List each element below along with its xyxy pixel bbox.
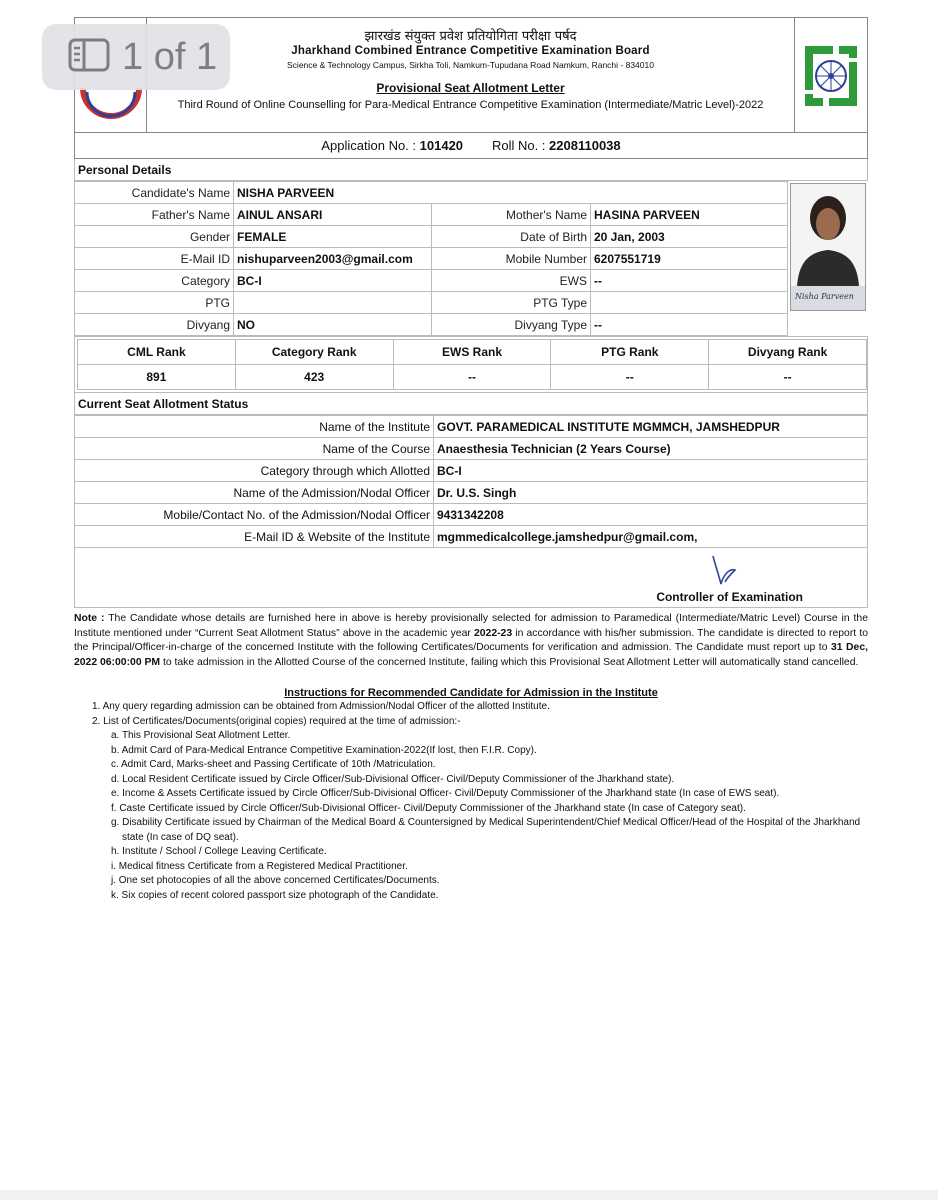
- divyang-value: NO: [234, 314, 432, 336]
- list-item: f. Caste Certificate issued by Circle Officer/Sub-Divisional Officer- Civil/Deputy Commissioner of the Jharkhand state (In case of Category seat).: [111, 802, 746, 814]
- page-indicator[interactable]: [42, 24, 230, 90]
- list-item: 2. List of Certificates/Documents(original copies) required at the time of admission:-: [92, 715, 461, 727]
- report-deadline: 31 Dec, 2022 06:00:00 PM: [74, 642, 868, 668]
- list-item: b. Admit Card of Para-Medical Entrance Competitive Examination-2022(If lost, then F.I.R. Copy).: [111, 744, 537, 756]
- application-number: 101420: [419, 138, 464, 153]
- roll-number: 2208110038: [549, 138, 621, 153]
- dob-value: 20 Jan, 2003: [591, 226, 788, 248]
- allotted-category-label: Category through which Allotted: [75, 460, 434, 482]
- rank-table: [77, 339, 867, 390]
- table-row: [75, 292, 788, 314]
- instructions-list: [74, 700, 868, 903]
- table-row: [75, 248, 788, 270]
- application-row: [74, 133, 868, 159]
- table-row: [75, 314, 788, 336]
- ptg-type-value: [591, 292, 788, 314]
- table-row: [75, 416, 868, 438]
- institute-email-value: mgmmedicalcollege.jamshedpur@gmail.com,: [434, 526, 868, 548]
- allotment-table: [74, 415, 868, 548]
- application-label: Application No. :: [321, 138, 417, 153]
- academic-year: 2022-23: [473, 627, 513, 639]
- email-label: E-Mail ID: [75, 248, 234, 270]
- nodal-contact-value: 9431342208: [434, 504, 868, 526]
- page-count: 1 of 1: [122, 35, 218, 78]
- divyang-type-label: Divyang Type: [432, 314, 591, 336]
- candidate-signature: Nisha Parveen: [795, 292, 854, 301]
- rank-header: Category Rank: [235, 340, 393, 365]
- note-label: Note :: [74, 613, 105, 624]
- note-text-3: to take admission in the Allotted Course of the concerned Institute, failing which this Provisional Seat Allotment Letter will automatically stand cancelled.: [160, 656, 859, 668]
- board-address: Science & Technology Campus, Sirkha Toli, Namkum-Tupudana Road Namkum, Ranchi - 834010: [287, 60, 654, 70]
- divyang-label: Divyang: [75, 314, 234, 336]
- list-item: h. Institute / School / College Leaving Certificate.: [111, 846, 327, 857]
- list-item: e. Income & Assets Certificate issued by Circle Officer/Sub-Divisional Officer- Civil/Deputy Commissioner of the Jharkhand state (In case of EWS seat).: [111, 788, 780, 799]
- nodal-contact-label: Mobile/Contact No. of the Admission/Nodal Officer: [75, 504, 434, 526]
- personal-details: [74, 181, 868, 336]
- ptg-type-label: PTG Type: [432, 292, 591, 314]
- dob-label: Date of Birth: [432, 226, 591, 248]
- signature-block: [74, 548, 868, 608]
- institute-label: Name of the Institute: [75, 416, 434, 438]
- gender-value: FEMALE: [234, 226, 432, 248]
- mobile-label: Mobile Number: [432, 248, 591, 270]
- emblem-cell: [794, 18, 867, 132]
- course-label: Name of the Course: [75, 438, 434, 460]
- hindi-title: झारखंड संयुक्त प्रवेश प्रतियोगिता परीक्षा पर्षद: [364, 29, 577, 44]
- rank-header: EWS Rank: [393, 340, 551, 365]
- ews-value: --: [591, 270, 788, 292]
- note-text-2: in accordance with his/her submission. The candidate is directed to report to the Principal/Officer-in-charge of the concerned Institute with the following Certificates/Documents for verification and admission. The Candidate must report up to: [74, 627, 869, 653]
- board-name: Jharkhand Combined Entrance Competitive Examination Board: [291, 45, 650, 57]
- rank-value: 891: [78, 365, 236, 390]
- table-row: [75, 526, 868, 548]
- rank-header: PTG Rank: [551, 340, 709, 365]
- round-title: Third Round of Online Counselling for Para-Medical Entrance Competitive Examination (Intermediate/Matric Level)-2022: [177, 99, 764, 111]
- note-paragraph: [74, 612, 868, 670]
- nodal-officer-label: Name of the Admission/Nodal Officer: [75, 482, 434, 504]
- category-label: Category: [75, 270, 234, 292]
- table-row: [75, 182, 788, 204]
- table-row: [75, 204, 788, 226]
- list-item: k. Six copies of recent colored passport size photograph of the Candidate.: [111, 889, 439, 901]
- father-name: AINUL ANSARI: [234, 204, 432, 226]
- letter-title: Provisional Seat Allotment Letter: [376, 81, 565, 95]
- roll-label: Roll No. :: [491, 138, 546, 153]
- rank-value: 423: [235, 365, 393, 390]
- rank-header: Divyang Rank: [709, 340, 867, 365]
- table-row: [75, 504, 868, 526]
- mother-name-label: Mother's Name: [432, 204, 591, 226]
- rank-value: --: [709, 365, 867, 390]
- table-row: [75, 438, 868, 460]
- category-value: BC-I: [234, 270, 432, 292]
- list-item: j. One set photocopies of all the above concerned Certificates/Documents.: [111, 875, 440, 886]
- ptg-label: PTG: [75, 292, 234, 314]
- email-value: nishuparveen2003@gmail.com: [234, 248, 432, 270]
- instructions-title: Instructions for Recommended Candidate for Admission in the Institute: [284, 687, 658, 699]
- controller-label: Controller of Examination: [656, 590, 803, 604]
- allotment-status-heading: Current Seat Allotment Status: [74, 393, 868, 415]
- sidebar-panel-icon[interactable]: [68, 38, 110, 77]
- table-row: [78, 365, 867, 390]
- table-row: [78, 340, 867, 365]
- list-item: c. Admit Card, Marks-sheet and Passing Certificate of 10th /Matriculation.: [111, 759, 436, 770]
- table-row: [75, 226, 788, 248]
- jharkhand-emblem-icon: [795, 18, 867, 134]
- personal-details-heading: Personal Details: [74, 159, 868, 181]
- list-item: i. Medical fitness Certificate from a Registered Medical Practitioner.: [111, 860, 408, 872]
- table-row: [75, 270, 788, 292]
- table-row: [75, 482, 868, 504]
- father-name-label: Father's Name: [75, 204, 234, 226]
- candidate-name-label: Candidate's Name: [75, 182, 234, 204]
- ews-label: EWS: [432, 270, 591, 292]
- course-value: Anaesthesia Technician (2 Years Course): [434, 438, 868, 460]
- table-row: [75, 460, 868, 482]
- rank-value: --: [551, 365, 709, 390]
- rank-value: --: [393, 365, 551, 390]
- nodal-officer-value: Dr. U.S. Singh: [434, 482, 868, 504]
- divyang-type-value: --: [591, 314, 788, 336]
- list-item: 1. Any query regarding admission can be obtained from Admission/Nodal Officer of the allotted Institute.: [92, 701, 550, 712]
- mobile-value: 6207551719: [591, 248, 788, 270]
- mother-name: HASINA PARVEEN: [591, 204, 788, 226]
- institute-value: GOVT. PARAMEDICAL INSTITUTE MGMMCH, JAMSHEDPUR: [434, 416, 868, 438]
- candidate-photo: [790, 183, 866, 311]
- ptg-value: [234, 292, 432, 314]
- list-item: a. This Provisional Seat Allotment Letter.: [111, 730, 291, 741]
- allotted-category-value: BC-I: [434, 460, 868, 482]
- controller-signature-icon: [705, 550, 745, 590]
- note-text-1: The Candidate whose details are furnished here in above is hereby provisionally selected for admission to Paramedical (Intermediate/Matric Level) Course in the Institute mentioned under “Current Seat Allotment Status” above in the academic year: [74, 613, 868, 639]
- candidate-name: NISHA PARVEEN: [234, 182, 788, 204]
- list-item: g. Disability Certificate issued by Chairman of the Medical Board & Countersigned by Medical Superintendent/Chief Medical Officer/Head of the Hospital of the Jharkhand state (In case of DQ seat).: [111, 817, 861, 843]
- allotment-letter: [74, 17, 868, 903]
- rank-header: CML Rank: [78, 340, 236, 365]
- gender-label: Gender: [75, 226, 234, 248]
- institute-email-label: E-Mail ID & Website of the Institute: [75, 526, 434, 548]
- rank-table-wrap: [74, 336, 868, 393]
- list-item: d. Local Resident Certificate issued by Circle Officer/Sub-Divisional Officer- Civil/Deputy Commissioner of the Jharkhand state).: [111, 773, 675, 785]
